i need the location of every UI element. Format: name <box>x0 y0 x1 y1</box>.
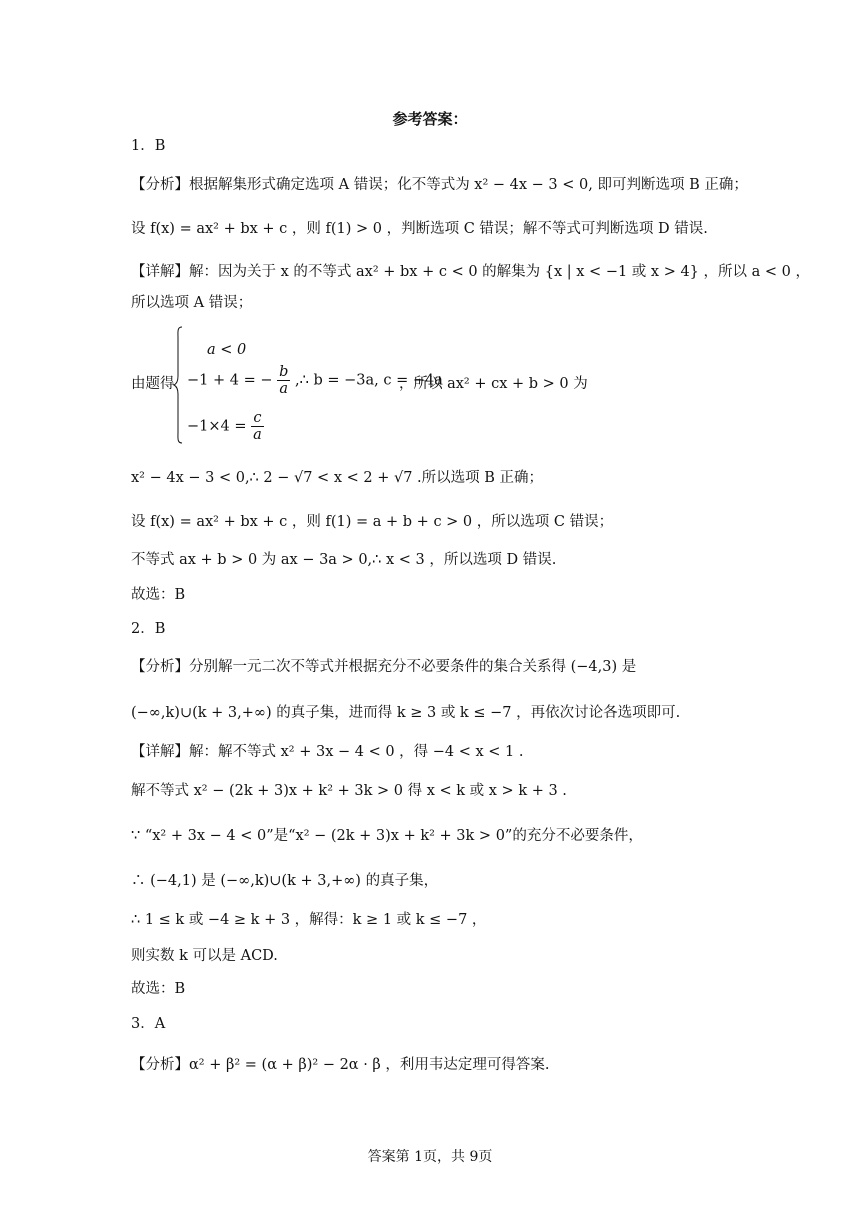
page-title: 参考答案： <box>392 110 468 128</box>
left-brace-icon <box>173 326 183 444</box>
q1-number: 1．B <box>131 138 166 154</box>
system-lead-text: 由题得 <box>131 376 175 392</box>
q1-option-d-line: 不等式 ax + b > 0 为 ax − 3a > 0,∴ x < 3 ，所以选项 D 错误. <box>131 552 557 568</box>
q2-detail-line4: ∴ (−4,1) 是 (−∞,k)∪(k + 3,+∞) 的真子集， <box>131 873 439 889</box>
q2-analysis-line2: (−∞,k)∪(k + 3,+∞) 的真子集，进而得 k ≥ 3 或 k ≤ −7 ，再依次讨论各选项即可. <box>131 705 681 721</box>
q1-analysis-line1: 【分析】根据解集形式确定选项 A 错误；化不等式为 x² − 4x − 3 < 0, 即可判断选项 B 正确； <box>131 177 748 193</box>
system-row-3-left: −1×4 = <box>187 418 247 435</box>
fraction-denominator: a <box>279 381 289 397</box>
q2-analysis-line1: 【分析】分别解一元二次不等式并根据充分不必要条件的集合关系得 (−4,3) 是 <box>131 659 637 675</box>
q1-detail-line2: 所以选项 A 错误； <box>131 295 253 311</box>
fraction-denominator: a <box>253 427 262 443</box>
system-row-2-right: ,∴ b = −3a, c = −4a <box>295 372 443 389</box>
system-row-1: a < 0 <box>207 342 247 358</box>
system-row-3 <box>187 410 264 443</box>
q2-number: 2．B <box>131 621 166 637</box>
q1-option-b-line: x² − 4x − 3 < 0,∴ 2 − √7 < x < 2 + √7 .所以选项 B 正确； <box>131 470 544 486</box>
fraction-numerator: b <box>279 364 289 380</box>
q1-option-c-line: 设 f(x) = ax² + bx + c ，则 f(1) = a + b + c > 0 ，所以选项 C 错误； <box>131 514 614 530</box>
system-tail-text: ，所以 ax² + cx + b > 0 为 <box>399 376 588 392</box>
q1-detail-line1: 【详解】解：因为关于 x 的不等式 ax² + bx + c < 0 的解集为 {x | x < −1 或 x > 4} ，所以 a < 0 ， <box>131 264 810 280</box>
q2-detail-line6: 则实数 k 可以是 ACD. <box>131 948 278 964</box>
fraction-b-over-a <box>277 364 290 397</box>
q3-analysis: 【分析】α² + β² = (α + β)² − 2α · β ，利用韦达定理可得答案. <box>131 1057 550 1073</box>
q2-detail-line1: 【详解】解：解不等式 x² + 3x − 4 < 0 ，得 −4 < x < 1 . <box>131 744 524 760</box>
fraction-c-over-a <box>251 410 264 443</box>
q1-analysis-line2: 设 f(x) = ax² + bx + c ，则 f(1) > 0 ，判断选项 C 错误；解不等式可判断选项 D 错误. <box>131 221 708 237</box>
fraction-numerator: c <box>251 410 264 427</box>
system-row-2-left: −1 + 4 = − <box>187 372 273 389</box>
q2-detail-line3: ∵ “x² + 3x − 4 < 0”是“x² − (2k + 3)x + k² + 3k > 0”的充分不必要条件， <box>131 828 643 844</box>
q2-detail-line2: 解不等式 x² − (2k + 3)x + k² + 3k > 0 得 x < k 或 x > k + 3 . <box>131 783 567 799</box>
q2-choice: 故选：B <box>131 981 186 997</box>
q3-number: 3．A <box>131 1016 166 1032</box>
q2-detail-line5: ∴ 1 ≤ k 或 −4 ≥ k + 3 ，解得：k ≥ 1 或 k ≤ −7 ， <box>131 912 487 928</box>
q1-equation-system <box>131 322 691 452</box>
q1-choice: 故选：B <box>131 587 186 603</box>
page-footer: 答案第 1页，共 9页 <box>367 1149 493 1165</box>
